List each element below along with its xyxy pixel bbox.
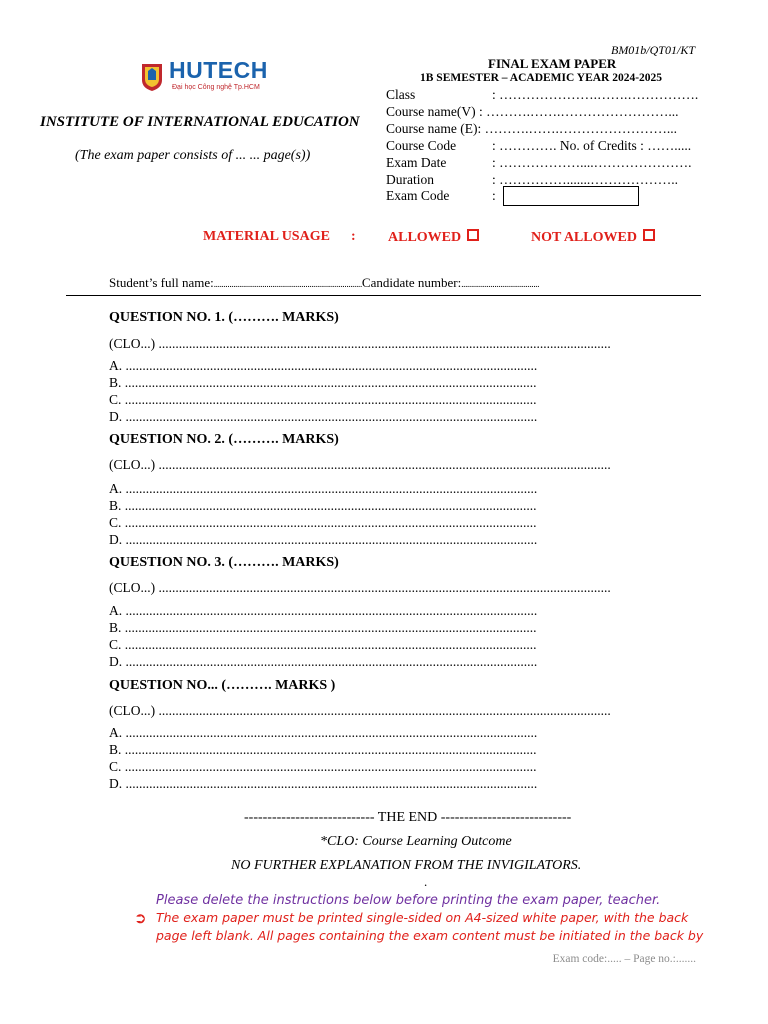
logo-tagline: Đại học Công nghệ Tp.HCM <box>172 84 260 91</box>
info-label: Duration <box>386 172 434 187</box>
info-label: Course Code <box>386 138 457 153</box>
material-usage-colon: : <box>351 229 356 244</box>
exam-code-box[interactable] <box>503 186 639 206</box>
form-code: BM01b/QT01/KT <box>610 43 695 57</box>
student-info-line <box>109 275 539 291</box>
instruction-line: The exam paper must be printed single-sided on A4-sized white paper, with the back <box>156 910 689 925</box>
not-allowed-option[interactable] <box>531 229 655 246</box>
question-option: B. .......................................................................................................................... <box>109 742 537 757</box>
question-option: C. .......................................................................................................................... <box>109 759 537 774</box>
logo-wordmark: HUTECH <box>169 57 268 83</box>
question-option: D. .......................................................................................................................... <box>109 409 538 424</box>
instruction-line: page left blank. All pages containing the exam content must be initiated in the back by <box>156 928 704 943</box>
question-clo: (CLO...) ...................................................................................................................................... <box>109 703 611 718</box>
info-value: ……….…….……………………... <box>481 121 677 136</box>
allowed-checkbox[interactable] <box>467 229 479 241</box>
info-value: : <box>492 188 496 203</box>
question-option: A. .......................................................................................................................... <box>109 358 538 373</box>
question-option: A. .......................................................................................................................... <box>109 481 538 496</box>
question-option: D. .......................................................................................................................... <box>109 654 538 669</box>
question-title: QUESTION NO... (………. MARKS ) <box>109 678 336 693</box>
info-value: : …………. No. of Credits : ……..... <box>492 138 692 153</box>
not-allowed-label: NOT ALLOWED <box>531 230 637 245</box>
question-title: QUESTION NO. 3. (………. MARKS) <box>109 555 339 570</box>
dot-mark: . <box>424 874 428 889</box>
shield-logo-icon <box>140 62 164 92</box>
info-value: ……….…….……………………... <box>482 104 679 119</box>
info-course-code <box>386 138 691 154</box>
student-name-dots: ............................................................................ <box>213 279 362 289</box>
question-title: QUESTION NO. 1. (………. MARKS) <box>109 310 339 325</box>
question-clo: (CLO...) ...................................................................................................................................... <box>109 457 611 472</box>
question-option: B. .......................................................................................................................... <box>109 620 537 635</box>
no-further-explanation: NO FURTHER EXPLANATION FROM THE INVIGILATORS. <box>231 858 582 873</box>
not-allowed-checkbox[interactable] <box>643 229 655 241</box>
exam-title: FINAL EXAM PAPER <box>488 56 617 71</box>
delete-instructions-note: Please delete the instructions below before printing the exam paper, teacher. <box>156 893 661 908</box>
allowed-label: ALLOWED <box>388 230 462 245</box>
hutech-logo <box>140 57 275 96</box>
candidate-number-dots: ........................................ <box>461 279 540 289</box>
the-end-line: ---------------------------- THE END ---------------------------- <box>244 810 572 825</box>
arrow-bullet-icon: ➲ <box>134 911 147 927</box>
pages-note: (The exam paper consists of ... ... page(s)) <box>75 148 311 163</box>
question-option: B. .......................................................................................................................... <box>109 498 537 513</box>
question-option: A. .......................................................................................................................... <box>109 725 538 740</box>
info-label: Class <box>386 87 416 102</box>
question-option: A. .......................................................................................................................... <box>109 603 538 618</box>
question-option: D. .......................................................................................................................... <box>109 532 538 547</box>
allowed-option[interactable] <box>388 229 479 246</box>
info-course-name-v <box>386 104 678 120</box>
info-value: : …………….......……………….. <box>492 172 679 187</box>
divider-line <box>66 295 701 296</box>
material-usage-label: MATERIAL USAGE <box>203 229 330 244</box>
student-name-label: Student’s full name: <box>109 275 214 290</box>
info-label: Exam Code <box>386 188 450 203</box>
question-clo: (CLO...) ...................................................................................................................................... <box>109 336 611 351</box>
info-value: : ………………….…….……………. <box>492 87 699 102</box>
question-title: QUESTION NO. 2. (………. MARKS) <box>109 432 339 447</box>
info-label: Exam Date <box>386 155 447 170</box>
info-exam-code <box>386 188 496 204</box>
page-footer: Exam code:..... – Page no.:....... <box>552 953 696 965</box>
question-option: C. .......................................................................................................................... <box>109 637 537 652</box>
info-course-name-e <box>386 121 677 137</box>
institute-name: INSTITUTE OF INTERNATIONAL EDUCATION <box>40 114 360 130</box>
question-clo: (CLO...) ...................................................................................................................................... <box>109 580 611 595</box>
info-label: Course name (E): <box>386 121 482 136</box>
info-value: : ………………....…………………. <box>492 155 692 170</box>
candidate-number-label: Candidate number: <box>361 275 462 290</box>
question-option: C. .......................................................................................................................... <box>109 515 537 530</box>
info-exam-date <box>386 155 692 171</box>
question-option: C. .......................................................................................................................... <box>109 392 537 407</box>
question-option: B. .......................................................................................................................... <box>109 375 537 390</box>
info-class <box>386 87 698 103</box>
question-option: D. .......................................................................................................................... <box>109 776 538 791</box>
info-label: Course name(V) : <box>386 104 483 119</box>
semester-line: 1B SEMESTER – ACADEMIC YEAR 2024-2025 <box>420 72 663 84</box>
clo-note: *CLO: Course Learning Outcome <box>320 834 512 849</box>
